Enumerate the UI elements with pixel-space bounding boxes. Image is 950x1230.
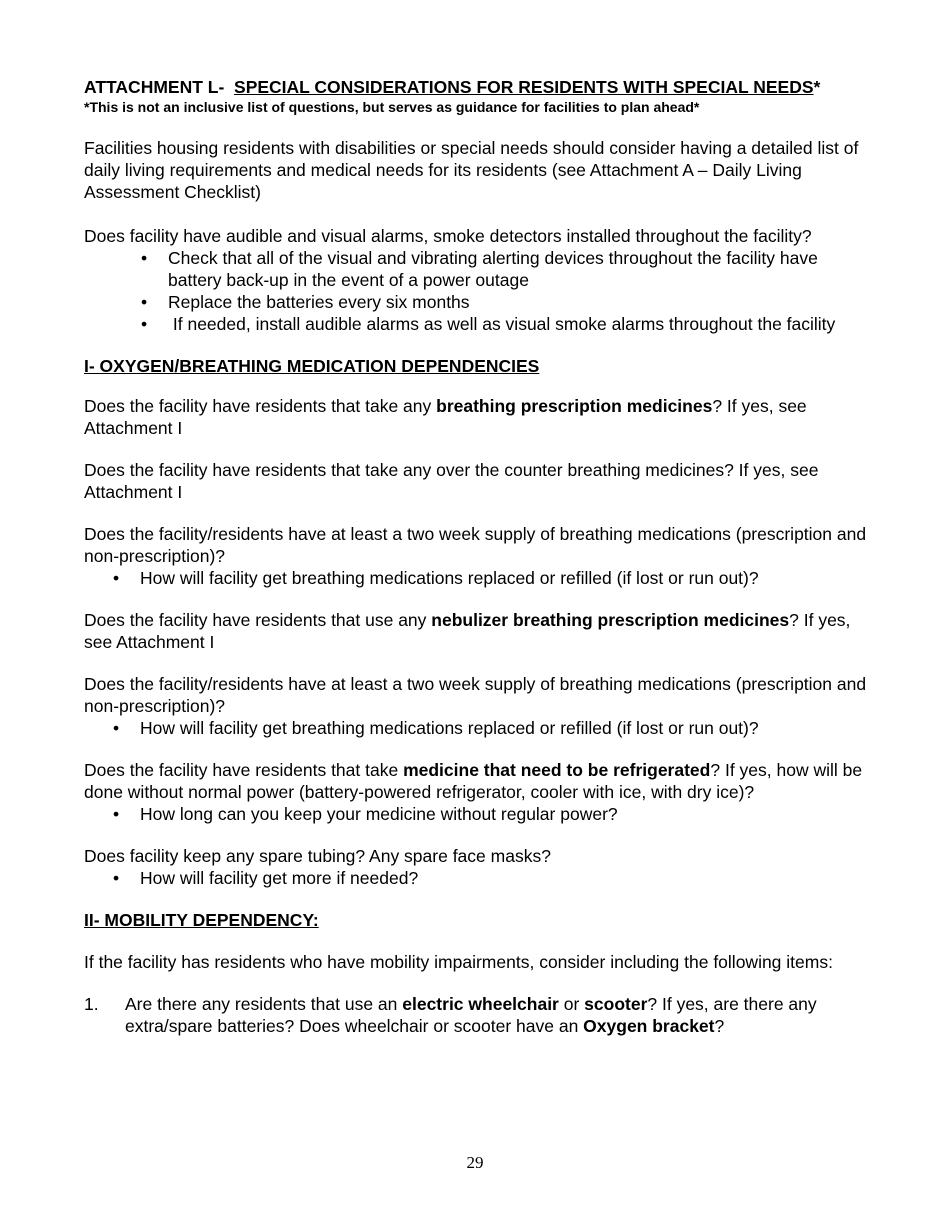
list-item: • How will facility get more if needed? [84, 867, 874, 889]
text-run: ? [714, 1016, 725, 1036]
supply-bullet-list-1 [84, 567, 874, 589]
title-underlined: SPECIAL CONSIDERATIONS FOR RESIDENTS WITH SPECIAL NEEDS [234, 77, 814, 97]
bold-run: medicine that need to be refrigerated [403, 760, 711, 780]
supply-question-1: Does the facility/residents have at least a two week supply of breathing medications (prescription and non-prescription)? [84, 524, 867, 566]
mobility-intro: If the facility has residents who have mobility impairments, consider including the following items: [84, 952, 833, 972]
text-run: Are there any residents that use an [125, 994, 403, 1014]
list-item: • How long can you keep your medicine without regular power? [84, 803, 874, 825]
text-run: Does the facility have residents that use any [84, 610, 432, 630]
list-item: • Check that all of the visual and vibrating alerting devices throughout the facility have battery back-up in the event of a power outage [84, 247, 874, 291]
page-number: 29 [466, 1153, 484, 1172]
alarms-question: Does facility have audible and visual alarms, smoke detectors installed throughout the facility? [84, 226, 812, 246]
supply-question-2: Does the facility/residents have at least a two week supply of breathing medications (prescription and non-prescription)? [84, 674, 867, 716]
otc-breathing-question: Does the facility have residents that take any over the counter breathing medicines? If yes, see Attachment I [84, 460, 819, 502]
item-number: 1. [84, 994, 99, 1014]
text-run: ? If yes, how will be done without normal power (battery-powered refrigerator, cooler with ice, with dry ice)? [84, 760, 863, 802]
bold-run: breathing prescription medicines [436, 396, 713, 416]
section-heading-oxygen: I- OXYGEN/BREATHING MEDICATION DEPENDENCIES [84, 356, 540, 376]
breathing-prescription-question [84, 395, 874, 439]
section-heading-mobility: II- MOBILITY DEPENDENCY: [84, 910, 319, 930]
attachment-title [84, 77, 874, 98]
list-item: • If needed, install audible alarms as well as visual smoke alarms throughout the facility [84, 313, 874, 335]
list-item: • How will facility get breathing medications replaced or refilled (if lost or run out)? [84, 717, 874, 739]
title-prefix: ATTACHMENT L- [84, 77, 235, 97]
intro-paragraph: Facilities housing residents with disabilities or special needs should consider having a detailed list of daily living requirements and medical needs for its residents (see Attachment A – Daily Living Assessment Checklist) [84, 138, 859, 202]
list-item: • Replace the batteries every six months [84, 291, 874, 313]
text-run: Does the facility have residents that take [84, 760, 404, 780]
numbered-item-1 [84, 993, 874, 1037]
text-run: ? If yes, see Attachment I [84, 396, 807, 438]
text-run: or [558, 994, 585, 1014]
page-content [84, 77, 874, 1037]
supply-bullet-list-2 [84, 717, 874, 739]
title-suffix: * [813, 77, 821, 97]
text-run: ? If yes, see Attachment I [84, 610, 851, 652]
list-item: • How will facility get breathing medications replaced or refilled (if lost or run out)? [84, 567, 874, 589]
refrigerated-medicine-question [84, 759, 874, 803]
bold-run: Oxygen bracket [583, 1016, 715, 1036]
bold-run: scooter [584, 994, 648, 1014]
alarms-bullet-list [84, 247, 874, 335]
text-run: Does the facility have residents that take any [84, 396, 437, 416]
guidance-note: *This is not an inclusive list of questions, but serves as guidance for facilities to plan ahead* [84, 99, 700, 115]
bold-run: nebulizer breathing prescription medicines [431, 610, 790, 630]
refrigerated-bullet-list [84, 803, 874, 825]
spare-tubing-question: Does facility keep any spare tubing? Any spare face masks? [84, 846, 551, 866]
nebulizer-question [84, 609, 874, 653]
spare-tubing-bullet-list [84, 867, 874, 889]
bold-run: electric wheelchair [402, 994, 559, 1014]
text-run: ? If yes, are there any extra/spare batteries? Does wheelchair or scooter have an [125, 994, 817, 1036]
